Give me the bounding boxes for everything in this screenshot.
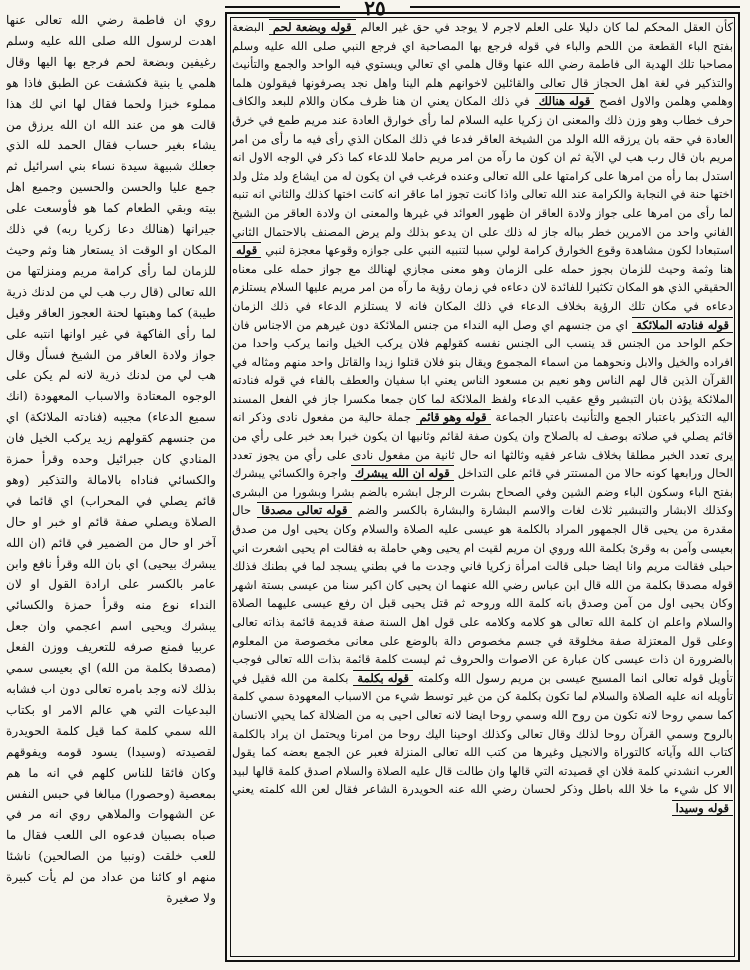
header-rule-right [410,6,740,8]
commentary-segment: هنا وثمة وحيث للزمان بجوز حمله على الزمان وهو معنى مجازي لهنالك مع جواز حمله على معناه الحقيقي الذي هو المكان تكثيرا للفائدة لان دعاءه في زمان رؤية ما رآه من امر مريم عليها السلام يستلزم دعاءه في مكان تلك الرؤية بخلاف الدعاء في ذلك المكان فانه لا يستلزم الدعاء في ذلك الزمان [232,261,733,313]
commentary-segment: واجرة والكسائي يبشرك بفتح الباء وسكون الباء وضم الشين وفي الصحاح بشرت الرجل ابشره بالضم بشرا وبشورا من البشرى وكذلك الابشار والتبشير ثلاث لغات والاسم البشارة والبشارة بالكسر والضم [232,466,733,518]
commentary-segment: البضعة بفتح الباء القطعة من اللحم والباء في قوله فرجع بها المصاحبة اي فرجع النبي صلى الله عليه وسلم مصاحبا تلك الهدية الى فاطمة رضي الله عنها وقال هلمي اي تعالي ويستوي فيه الواحد والجمع والتأنيث والتذكير في لغة اهل الحجاز قال تعالى والقائلين لاخوانهم هلم الينا واهل نجد يصرفونها فيقولون هلما وهلمي وهلمن والاول افصح [232,20,733,109]
commentary-segment: في ذلك المكان يعني ان هنا ظرف مكان واللام للبعد والكاف حرف خطاب وهو وزن ذلك والمعنى ان زكريا عليه السلام لما رأى خوارق العادة عند مريم طمع في خرق العادة في حقه بان يرزقه الله الولد من الشيخة العاقر فدعا في ذلك المكان الذي رأى فيه ما رأى من امر مريم بان قال رب هب لي الآية ثم ان كون ما رآه من امر مريم حاملا للدعاء كما ذكر في الوجه الاول انه استدل بما رأه من امرها على كرامتها على الله تعالى وعنده فرغب في ان يكون له من ايشاع ولد مثل ولد اختها حنة في النجابة والكرامة عند الله تعالى واذا كانت تجوز اما عاقر انه كانت اختها كذلك والثاني انه تنبه لما رأى من امرها على جواز ولادة العاقر ان ظهور العوائد في غيرها والمعنى ان ولادة العاقر من الشيخ الفاني واحد من الامرين خطر بباله جاز له ذلك على ان يدعو بذلك ولم يرض المصنف بالاحتمال الثاني استبعادا لكون مشاهدة وقوع الخوارق كرامة لولي سببا لتنبيه النبي على جوازه وقوعها معجزة لنبي [232,94,733,258]
lemma-marker: قوله وبضعة لحم [269,19,356,35]
commentary-segment: اي من جنسهم اي وصل اليه النداء من جنس الملائكة دون غيرهم من الاجناس فان حكم الواحد من الجنس قد ينسب الى الجنس نفسه كقولهم فلان يركب الخيل وانما يركب واحدا من افراده والخيل والابل ونحوهما من اسماء المجموع ويقال بنو فلان قتلوا زيدا والقاتل واحد منهم ومثاله في القرآن الذين قال لهم الناس وهو نعيم بن مسعود الناس يعني ابا سفيان والعطف بالفاء في قوله فنادته الملائكة يؤذن بان التبشير وقع عقيب الدعاء ولفظ الملائكة لما كان جمعا مكسرا جاز في الفعل المسند اليه التذكير باعتبار الجمع والتأنيث باعتبار الجماعة [232,317,733,425]
lemma-marker: قوله ان الله يبشرك [351,465,454,481]
lemma-marker: قوله بكلمة [353,670,413,686]
commentary-segment: جملة حالية من مفعول نادى وذكر انه قائم يصلي في صلاته بوصف له بالصلاح وان يكون صفة لقائم وثانيها ان يكون خبرا بعد خبر على رأي من يرى تعدد الخبر مطلقا بخلاف شاعر فقيه وثالثها انه حال ثانية من مفعول نادى على رأي من يجوز تعدد الحال ورابعها كونه حالا من المستتر في قائم على التداخل [232,410,733,481]
commentary-segment: بكلمة من الله فقيل في تأويله انه عليه الصلاة والسلام لما تكون بكلمة كن من غير توسط شيء من الاسباب المعهودة سمي كلمة كما سمي روحا لانه تكون من روح الله وسمي روحا ايضا لانه تعالى احيى به من الضلالة كما يحيي الانسان بالروح وسمي القرآن روحا لذلك وقال تعالى وكذلك اوحينا اليك روحا من امرنا ويحتمل ان يراد بالكلمة كتاب الله وآياته كالتوراة والانجيل وغيرها من كتب الله تعالى المنزلة فعبر عن الجمع بعضه كما يقول العرب انشدني كلمة فلان اي قصيدته التي قالها وان طالت قال عليه الصلاة والسلام اصدق كلمة قالها لبيد الا كل شيء ما خلا الله باطل وذكر لحسان رضي الله عنه الحويدرة الشاعر فقال لعن الله كلمته يعني [232,670,733,797]
commentary-text [232,18,733,958]
commentary-segment: حال مقدرة من يحيى قال الجمهور المراد بالكلمة هو عيسى عليه الصلاة والسلام وكان يحيى اول من صدق بعيسى وآمن به وقرئ بكلمة الله وروي ان مريم لقيت ام يحيى وهي حاملة به فقالت ام يحيى اشعرت اني حبلى فقالت مريم وانا ايضا حبلى قالت امرأة زكريا فاني وجدت ما في بطني يسجد لما في بطنك فذلك قوله مصدقا بكلمة من الله قال ابن عباس رضي الله عنهما ان يحيى كان اكبر سنا من عيسى بستة اشهر وكان يحيى اول من آمن وصدق بانه كلمة الله وروحه ثم قتل يحيى قبل ان رفع عيسى عليهما الصلاة والسلام واعلم ان كلمة الله تعالى هو كلامه وكلامه على قول اهل السنة صفة قديمة قائمة بذاته تعالى وعلى قول المعتزلة صفة مخلوقة في جسم مخصوص دالة بالوضع على معانى مخصوصة من المعلوم بالضرورة ان ذات عيسى كان عبارة عن الاصوات والحروف ثم ليست كلمة قائمة بذات الله تعالى فوجب تأويل قوله تعالى انما المسيح عيسى بن مريم رسول الله وكلمته [232,503,733,685]
base-text-column [6,10,216,965]
header-rule-left [225,6,340,8]
lemma-marker: قوله فنادته الملائكة [632,317,733,333]
lemma-marker: قوله تعالى مصدقا [257,502,351,518]
lemma-marker: قوله وسيدا [672,800,733,816]
lemma-marker: قوله [232,242,261,258]
page-number: ٢٥ [364,0,386,20]
commentary-segment: كأن العقل المحكم لما كان دليلا على العلم لاجرم لا يوجد في حق غير العالم [360,20,733,34]
commentary-paragraph [232,18,733,818]
lemma-marker: قوله هنالك [535,93,595,109]
base-text-paragraph: روي ان فاطمة رضي الله تعالى عنها اهدت لرسول الله صلى الله عليه وسلم رغيفين وبضعة لحم فرجع بها اليها وقال هلمي يا بنية فكشفت عن الطبق فاذا هو مملوء خبزا ولحما فقال لها اني لك هذا قالت هو من عند الله ان الله يرزق من يشاء بغير حساب فقال الحمد لله الذي جعلك شبيهة سيدة نساء بني اسرائيل ثم جمع عليا والحسن والحسين وجميع اهل بيته وبقي الطعام كما هو فأوسعت على جيرانها (هنالك دعا زكريا ربه) في ذلك المكان او الوقت اذ يستعار هنا وثم وحيث للزمان لما رأى كرامة مريم ومنزلتها من الله تعالى (قال رب هب لي من لدنك ذرية طيبة) كما وهبتها لحنة العجوز العاقر وقيل لما رأى الفاكهة في غير اوانها انتبه على جواز ولادة العاقر من الشيخ فسأل وقال هب لي من لدنك ذرية لانه لم يكن على الوجوه المعتادة والاسباب المعهودة (انك سميع الدعاء) مجيبه (فنادته الملائكة) اي من جنسهم كقولهم زيد يركب الخيل فان المنادي كان جبرائيل وحده وقرأ حمزة والكسائي فناداه بالامالة والتذكير (وهو قائم يصلي في المحراب) اي قائما في الصلاة ويصلي صفة قائم او خبر او حال آخر او حال من الضمير في قائم (ان الله يبشرك بيحيى) اي بان الله وقرأ نافع وابن عامر بالكسر على ارادة القول او لان النداء نوع منه وقرأ حمزة والكسائي يبشرك ويحيى اسم اعجمي وان جعل عربيا فمنع صرفه للتعريف ووزن الفعل (مصدقا بكلمة من الله) اي بعيسى سمي بذلك لانه وجد بامره تعالى دون اب فشابه البدعيات التي هي عالم الامر او بكتاب الله سمي كلمة كما قيل كلمة الحويدرة لقصيدته (وسيدا) يسود قومه ويفوقهم وكان فائقا للناس كلهم في انه ما هم بمعصية (وحصورا) مبالغا في حبس النفس عن الشهوات والملاهي روي انه مر في صباه بصبيان فدعوه الى اللعب فقال ما للعب خلقت (ونبيا من الصالحين) ناشئا منهم او كائنا من عداد من لم يأت كبيرة ولا صغيرة [6,13,216,906]
lemma-marker: قوله وهو قائم [416,409,491,425]
